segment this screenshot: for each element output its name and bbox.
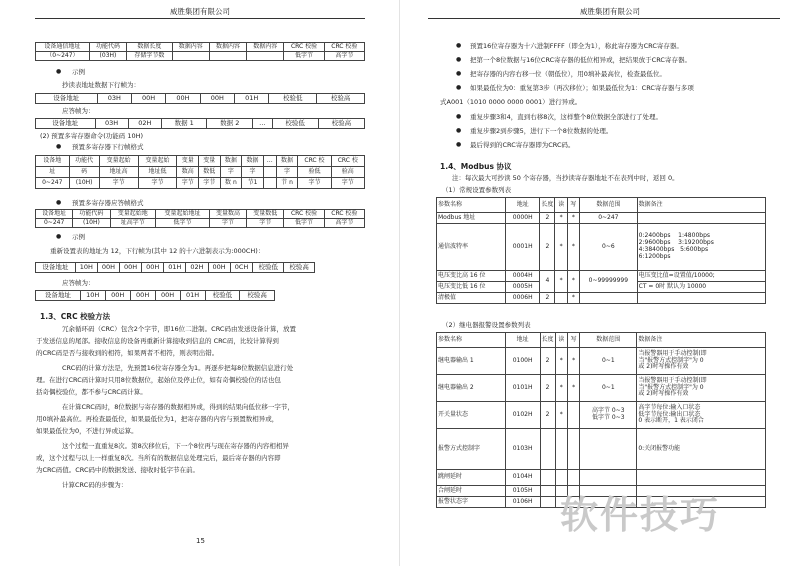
table-cell: 数据范围 xyxy=(580,333,637,348)
table-cell: 码 xyxy=(69,167,99,178)
table-cell: 读 xyxy=(555,333,567,348)
table-cell: 01H xyxy=(234,94,268,104)
table-cell: 00H xyxy=(155,291,180,301)
table-cell: 写 xyxy=(567,333,579,348)
table-cell: 变量 xyxy=(177,156,199,167)
table-row xyxy=(36,291,275,301)
table-cell: * xyxy=(567,375,579,402)
table-cell: 地址 xyxy=(505,333,540,348)
table-cell: 报警方式控制字 xyxy=(437,429,506,470)
table-cell: 数据 xyxy=(220,156,242,167)
table-cell: 0103H xyxy=(505,429,540,470)
table-cell: * xyxy=(555,271,567,293)
table-cell: 校验高 xyxy=(284,263,315,273)
paragraph-line: 于发送信息的尾部。接收信息的设备再重新计算接收到信息的 CRC码，比较计算得到 xyxy=(36,337,279,345)
table-cell: 0~1 xyxy=(580,348,637,375)
table-cell: 数据备注 xyxy=(637,198,765,213)
table-cell: 0CH xyxy=(230,263,253,273)
table-cell: 字 xyxy=(220,167,242,178)
table-cell xyxy=(540,486,555,497)
table-cell: 字节 xyxy=(298,178,331,189)
watermark: 软件技巧 xyxy=(560,493,721,537)
table-cell: 字 xyxy=(242,167,264,178)
table-cell: 低字节 xyxy=(284,219,324,228)
table-cell: 电压变比高 16 位 xyxy=(437,271,506,282)
page-header-left: 威胜集团有限公司 xyxy=(170,7,230,16)
table-cell: 参数名称 xyxy=(437,198,506,213)
table-cell: * xyxy=(567,224,579,271)
table-cell: 址 xyxy=(36,167,70,178)
table-cell: 01H xyxy=(180,291,205,301)
table-cell: 当报警器用于手动控制(即 当"报警方式控制字"为 0 或 2)时写操作有效 xyxy=(637,375,766,402)
table-cell: 设备地址 xyxy=(36,94,98,104)
table-cell: 数据 xyxy=(276,156,298,167)
table-cell xyxy=(580,429,637,470)
table-cell: CRC 校验 xyxy=(324,43,364,52)
paragraph-line: 在计算CRC码时，8位数据与寄存器的数据相异或，得到的结果向低位移一字节， xyxy=(62,403,294,411)
table-cell: 0000H xyxy=(505,213,539,224)
table-cell: 校验低 xyxy=(205,291,240,301)
table-cell: * xyxy=(555,402,567,429)
frame-format-table xyxy=(35,42,365,61)
paragraph-line: 的CRC码是否与接收到的相符，如果两者不相符，则表明出错。 xyxy=(36,349,219,357)
crc-step: 如果最低位为0：重复第3步（再次移位）；如果最低位为1：CRC寄存器与多项 xyxy=(470,84,694,92)
table-cell: 变量数低 xyxy=(247,210,284,219)
table-cell: 0~247 xyxy=(36,178,70,189)
table-cell xyxy=(555,293,567,304)
table-cell: 字节 xyxy=(138,178,177,189)
table-row xyxy=(36,178,365,189)
table-cell: … xyxy=(253,119,273,129)
table-cell: 功能代 xyxy=(69,156,99,167)
response-table xyxy=(35,118,365,129)
table-cell: 校验高 xyxy=(317,94,365,104)
paragraph-line: 如果最低位为0，不进行异或运算。 xyxy=(36,427,138,435)
bullet-dot: ● xyxy=(456,113,462,120)
table-cell: * xyxy=(555,224,567,271)
table-cell: 数低 xyxy=(199,167,221,178)
table-cell: 地址低 xyxy=(138,167,177,178)
response-format-label: 预置多寄存器应答帧格式 xyxy=(72,199,144,207)
table-cell: 数据 2 xyxy=(207,119,253,129)
table-cell: 00H xyxy=(105,291,130,301)
table-cell: 数据备注 xyxy=(637,333,766,348)
table-cell: 0102H xyxy=(505,402,540,429)
downlink-format-label: 预置多寄存器下行帧格式 xyxy=(72,143,144,151)
table-cell: 10H xyxy=(75,263,97,273)
relay-params-subtitle: （2）继电器报警设置参数列表 xyxy=(442,321,531,329)
reset-address-line: 重新设置表的地址为 12，下行帧为(其中 12 的十六进制表示为:000CH)： xyxy=(50,247,265,255)
table-cell: 读 xyxy=(555,198,567,213)
table-cell xyxy=(567,402,579,429)
table-cell: 0100H xyxy=(505,348,540,375)
table-row xyxy=(36,210,365,219)
table-header-row xyxy=(437,333,766,348)
table-cell: 设备通信地址 xyxy=(36,43,90,52)
modbus-heading: 1.4、Modbus 协议 xyxy=(440,162,512,171)
crc-step: 最后得到的CRC寄存器即为CRC码。 xyxy=(470,141,575,149)
table-row xyxy=(437,402,766,429)
table-cell xyxy=(555,429,567,470)
preset-downlink-table xyxy=(35,155,365,189)
table-cell: 高字节 xyxy=(324,52,364,61)
table-cell xyxy=(637,293,765,304)
table-cell: 0~1 xyxy=(580,375,637,402)
read-address-line: 抄读表地址数据下行帧为： xyxy=(62,81,140,89)
table-cell: 字节 xyxy=(177,178,199,189)
paragraph-line: 用0填补最高位。再检查最低位，如果最低位为1，把寄存器的内容与预置数相异或， xyxy=(36,415,279,423)
table-row xyxy=(36,94,365,104)
table-row xyxy=(437,224,766,271)
table-cell: * xyxy=(567,213,579,224)
table-cell: 0~247 xyxy=(580,213,638,224)
table-cell: 2 xyxy=(540,348,555,375)
table-cell xyxy=(172,52,209,61)
table-cell: 0004H xyxy=(505,271,539,282)
table-cell: 4 xyxy=(540,271,555,293)
general-params-subtitle: （1）常规设置参数列表 xyxy=(442,186,512,194)
table-cell: 长度 xyxy=(540,198,555,213)
table-cell: 00H xyxy=(130,291,155,301)
table-cell xyxy=(263,178,276,189)
table-cell: 数据 xyxy=(242,156,264,167)
bullet-dot: ● xyxy=(456,70,462,77)
table-cell: 数 n xyxy=(220,178,242,189)
bullet-dot: ● xyxy=(456,84,462,91)
paragraph-line: 理。在进行CRC码计算时只用8位数据位，起始位及停止位，如有奇偶校验位的话也包 xyxy=(36,376,281,384)
table-cell: 0105H xyxy=(505,486,540,497)
table-row xyxy=(437,429,766,470)
table-cell: 01H xyxy=(164,263,186,273)
paragraph-line: 计算CRC码的步骤为： xyxy=(62,481,128,489)
table-cell: 数据内容 xyxy=(247,43,284,52)
table-cell: 00H xyxy=(131,94,165,104)
table-cell: 校验低 xyxy=(253,263,284,273)
table-cell: 变量起始 xyxy=(99,156,138,167)
table-cell: 2 xyxy=(540,375,555,402)
paragraph-line: 为CRC码值。CRC码中的数据发送、接收时低字节在前。 xyxy=(36,466,200,474)
table-cell: 00H xyxy=(166,94,200,104)
bullet-dot: ● xyxy=(56,68,62,75)
table-cell: 通信波特率 xyxy=(437,224,506,271)
table-cell xyxy=(567,429,579,470)
table-cell: * xyxy=(555,348,567,375)
table-cell: 2 xyxy=(540,402,555,429)
table-cell: 当报警器用于手动控制(即 当"报警方式控制字"为 0 或 2)时写操作有效 xyxy=(637,348,766,375)
table-cell xyxy=(637,213,765,224)
table-cell: 0101H xyxy=(505,375,540,402)
table-cell: 验低 xyxy=(298,167,331,178)
table-cell: (10H) xyxy=(69,178,99,189)
table-cell: 字节 xyxy=(99,178,138,189)
table-row xyxy=(437,271,766,282)
right-page xyxy=(400,0,800,566)
paragraph-line: 冗余循环码（CRC）包含2个字节，即16位二进制。CRC码由发送设备计算，放置 xyxy=(62,325,296,333)
section-preset-registers: (2) 预置多寄存器命令(功能码 10H) xyxy=(40,132,144,140)
table-cell: 00H xyxy=(119,263,141,273)
table-cell: 数据内容 xyxy=(172,43,209,52)
table-cell: * xyxy=(567,348,579,375)
table-cell: 2 xyxy=(540,213,555,224)
table-cell: CRC 校 xyxy=(298,156,331,167)
table-cell: 数据内容 xyxy=(209,43,246,52)
crc-step: 把寄存器的内容右移一位（朝低位），用0填补最高位，检查最低位。 xyxy=(470,70,666,78)
table-cell: 02H xyxy=(186,263,208,273)
table-cell: 数据 1 xyxy=(161,119,207,129)
table-cell: 存储字节数 xyxy=(127,52,173,61)
table-cell: 地址 xyxy=(505,198,539,213)
table-cell: 字节 xyxy=(331,178,364,189)
table-cell: 写 xyxy=(567,198,579,213)
preset-response-table xyxy=(35,209,365,228)
table-cell: 2 xyxy=(540,224,555,271)
table-cell: 变量数高 xyxy=(209,210,246,219)
table-cell: 继电器输出 2 xyxy=(437,375,506,402)
table-cell: 0104H xyxy=(505,470,540,486)
table-cell: 2 xyxy=(540,293,555,304)
bullet-dot: ● xyxy=(456,56,462,63)
bullet-dot: ● xyxy=(56,233,62,240)
table-cell: 设备地址 xyxy=(36,291,81,301)
table-cell xyxy=(209,52,246,61)
table-cell xyxy=(540,497,555,508)
table-cell: 校验高 xyxy=(318,119,364,129)
table-cell: 验高 xyxy=(331,167,364,178)
table-cell: 址高字节 xyxy=(110,219,156,228)
table-cell: 设备地址 xyxy=(36,119,96,129)
table-cell: 03H xyxy=(97,94,131,104)
table-cell: 高字节 0~3 低字节 0~3 xyxy=(580,402,637,429)
table-cell: 字 xyxy=(276,167,298,178)
crc-step: 式A001（1010 0000 0000 0001）进行异或。 xyxy=(440,98,582,106)
response-label: 应答帧为： xyxy=(62,279,95,287)
table-cell: 0106H xyxy=(505,497,540,508)
table-row xyxy=(36,263,315,273)
table-cell: CRC 校 xyxy=(331,156,364,167)
table-cell: * xyxy=(555,375,567,402)
page-number: 15 xyxy=(196,537,205,545)
table-row xyxy=(437,375,766,402)
table-header-row xyxy=(437,198,766,213)
page-header-right: 威胜集团有限公司 xyxy=(580,7,640,16)
table-row xyxy=(36,219,365,228)
table-cell: 电压变比值=设置值/10000; xyxy=(637,271,765,282)
table-cell: 地址高 xyxy=(99,167,138,178)
table-cell: 继电器输出 1 xyxy=(437,348,506,375)
table-cell: 电压变比低 16 位 xyxy=(437,282,506,293)
reset-address-table xyxy=(35,262,315,273)
table-row xyxy=(36,52,365,61)
modbus-note: 注：每次最大可抄读 50 个寄存器，当抄读寄存器地址不在表列中时，返回 0。 xyxy=(452,174,679,182)
table-row xyxy=(36,119,365,129)
table-cell: 字节 xyxy=(199,178,221,189)
table-cell: … xyxy=(263,156,276,167)
read-address-table xyxy=(35,93,365,104)
example-label: 示例 xyxy=(72,68,85,76)
crc-step: 预置16位寄存器为十六进制FFFF（即全为1），称此寄存器为CRC寄存器。 xyxy=(470,42,683,50)
table-cell: 合闸延时 xyxy=(437,486,506,497)
header-rule xyxy=(35,18,365,19)
crc-step: 把第一个8位数据与16位CRC寄存器的低位相异或，把结果放于CRC寄存器。 xyxy=(470,56,691,64)
table-cell: 0:2400bps 1:4800bps 2:9600bps 3:19200bps 4:38400bps 5:600bps 6:1200bps xyxy=(637,224,765,271)
table-cell: 变量起始地址 xyxy=(156,210,210,219)
table-cell: (03H) xyxy=(89,52,126,61)
table-cell: 设备地 xyxy=(36,156,70,167)
table-row xyxy=(437,213,766,224)
table-cell: 节1 xyxy=(242,178,264,189)
bullet-dot: ● xyxy=(456,141,462,148)
table-cell: 字节 xyxy=(247,219,284,228)
paragraph-line: CRC码的计算方法是，先预置16位寄存器全为1。再逐步把每8位数据信息进行处 xyxy=(62,364,294,372)
table-cell: 00H xyxy=(142,263,164,273)
table-cell: （0~247） xyxy=(36,52,90,61)
table-cell: 数高 xyxy=(177,167,199,178)
table-cell: 0~99999999 xyxy=(580,271,638,293)
table-cell: 高字节 xyxy=(324,219,364,228)
table-cell: 跳闸延时 xyxy=(437,470,506,486)
table-cell: 0006H xyxy=(505,293,539,304)
table-cell: 清极值 xyxy=(437,293,506,304)
table-cell: 字节 xyxy=(209,219,246,228)
crc-step: 重复步骤2到步骤5，进行下一个8位数据的处理。 xyxy=(470,127,613,135)
header-rule xyxy=(428,18,780,19)
table-cell: 高字节每位:输入口状态 低字节每位:输出口状态 0 表示断开，1 表示闭合 xyxy=(637,402,766,429)
table-cell: 0:关闭报警功能 xyxy=(637,429,766,470)
example-label: 示例 xyxy=(72,233,85,241)
table-cell: (10H) xyxy=(73,219,110,228)
table-cell: 02H xyxy=(128,119,161,129)
table-cell xyxy=(540,429,555,470)
paragraph-line: 这个过程一直重复8次。第8次移位后，下一个8位再与现在寄存器的内容相相异 xyxy=(62,442,289,450)
table-row xyxy=(36,156,365,167)
table-cell: 10H xyxy=(80,291,105,301)
table-cell xyxy=(540,470,555,486)
table-cell: * xyxy=(567,271,579,293)
table-cell: 开关量状态 xyxy=(437,402,506,429)
table-cell: * xyxy=(555,213,567,224)
table-cell: 参数名称 xyxy=(437,333,506,348)
table-cell: * xyxy=(567,293,579,304)
table-cell: 设备地址 xyxy=(36,210,73,219)
table-cell: 设备地址 xyxy=(36,263,76,273)
reset-response-table xyxy=(35,290,275,301)
table-cell: CRC 校验 xyxy=(284,210,324,219)
table-cell: Modbus 地址 xyxy=(437,213,506,224)
table-cell: 00H xyxy=(208,263,230,273)
table-cell: 0~247 xyxy=(36,219,73,228)
table-cell: 变量起始 xyxy=(138,156,177,167)
table-cell: CRC 校验 xyxy=(324,210,364,219)
table-row xyxy=(437,348,766,375)
table-row xyxy=(36,43,365,52)
table-cell: 0005H xyxy=(505,282,539,293)
table-cell: CT = 0时 默认为 10000 xyxy=(637,282,765,293)
table-cell: CRC 校验 xyxy=(284,43,324,52)
table-cell: 0~6 xyxy=(580,224,638,271)
bullet-dot: ● xyxy=(56,199,62,206)
table-cell xyxy=(263,167,276,178)
table-cell: 数据范围 xyxy=(580,198,638,213)
table-cell: 00H xyxy=(97,263,119,273)
table-cell: 00H xyxy=(200,94,234,104)
table-cell: 低字节 xyxy=(284,52,324,61)
table-row xyxy=(437,293,766,304)
bullet-dot: ● xyxy=(456,42,462,49)
response-label: 应答帧为： xyxy=(62,107,95,115)
table-cell: 0001H xyxy=(505,224,539,271)
table-cell: 校验低 xyxy=(272,119,318,129)
table-cell: 03H xyxy=(95,119,128,129)
table-cell: 功能代码 xyxy=(89,43,126,52)
table-cell: 报警状态字 xyxy=(437,497,506,508)
bullet-dot: ● xyxy=(56,143,62,150)
table-cell xyxy=(580,293,638,304)
table-cell xyxy=(247,52,284,61)
table-cell: 节 n xyxy=(276,178,298,189)
table-cell: 低字节 xyxy=(156,219,210,228)
table-cell: 校验高 xyxy=(240,291,275,301)
table-cell: 变量 xyxy=(199,156,221,167)
table-cell: 功能代码 xyxy=(73,210,110,219)
table-cell: 数据长度 xyxy=(127,43,173,52)
table-cell: 变量起始地 xyxy=(110,210,156,219)
crc-step: 重复步骤3和4，直到右移8次，这样整个8位数据全部进行了处理。 xyxy=(470,113,663,121)
table-row xyxy=(36,167,365,178)
crc-heading: 1.3、CRC 校验方法 xyxy=(40,312,111,321)
relay-params-table xyxy=(436,332,766,508)
bullet-dot: ● xyxy=(456,127,462,134)
paragraph-line: 或，这个过程与以上一样重复8次。当所有的数据信息处理完后，最后寄存器的内容即 xyxy=(36,454,281,462)
paragraph-line: 括奇偶校验位，都不参与CRC码计算。 xyxy=(36,388,147,396)
table-cell: 校验低 xyxy=(269,94,317,104)
general-params-table xyxy=(436,197,766,304)
table-cell: 长度 xyxy=(540,333,555,348)
